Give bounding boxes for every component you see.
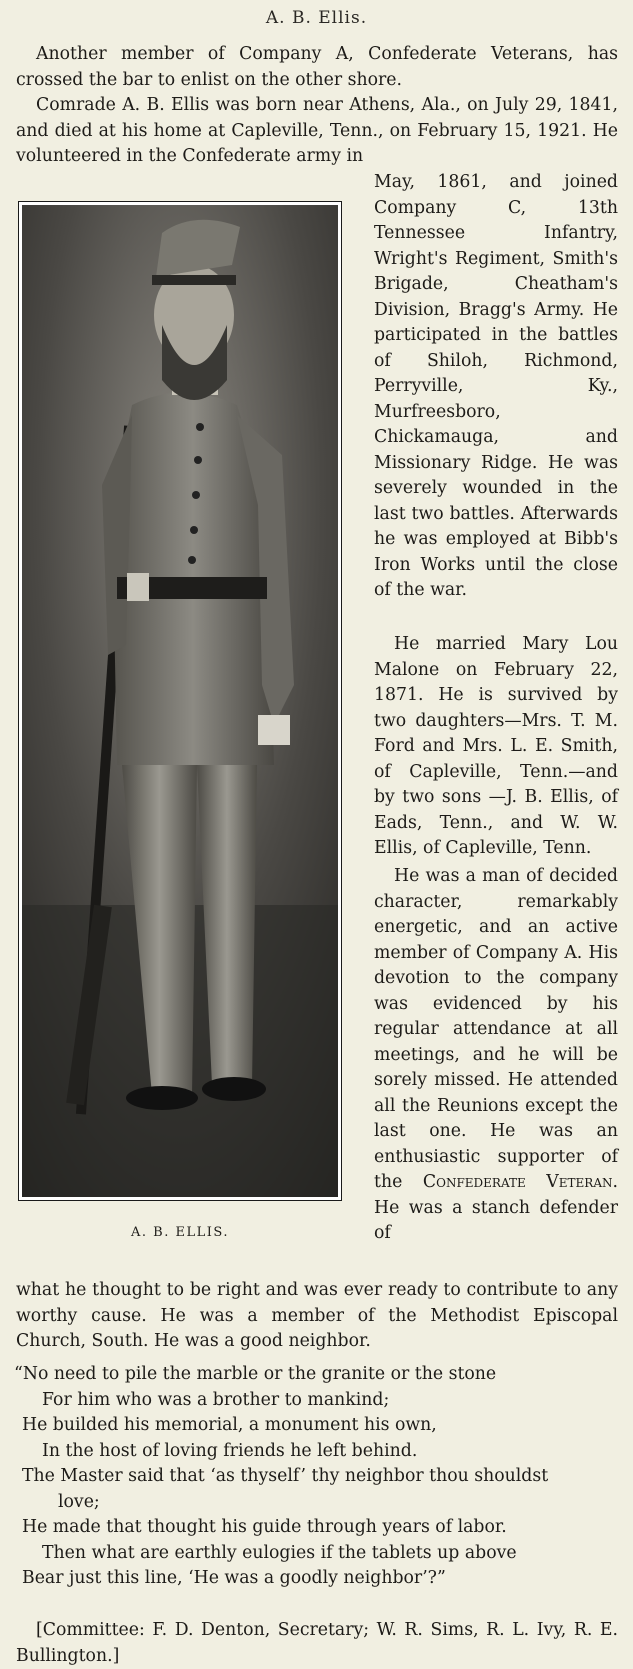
- poem-line: In the host of loving friends he left behind.: [42, 1440, 418, 1461]
- poem-line: love;: [58, 1491, 100, 1512]
- character-paragraph-text: He was a man of decided character, remarkably energetic, and an active member of Company A. His devotion to the company was evidenced by his regular attendance at all meetings, and he will be sorely missed. He attended all the Reunions except the last one. He was an enthusiastic supporter of the: [374, 866, 618, 1192]
- publication-name: Confederate Veteran: [422, 1172, 613, 1192]
- photo-caption: A. B. ELLIS.: [131, 1225, 229, 1240]
- poem-line: “No need to pile the marble or the granite or the stone: [14, 1364, 497, 1384]
- family-paragraph: He married Mary Lou Malone on February 22, 1871. He is survived by two daughters—Mrs. T. M. Ford and Mrs. L. E. Smith, of Capleville, Tenn.—and by two sons —J. B. Ellis, of Eads, Tenn., and W. W. Ellis, of Capleville, Tenn.: [374, 634, 618, 858]
- service-record-paragraph: May, 1861, and joined Company C, 13th Tennessee Infantry, Wright's Regiment, Smith's Brigade, Cheatham's Division, Bragg's Army. He participated in the battles of Shiloh, Richmond, Perryville, Ky., Murfreesboro, Chickamauga, and Missionary Ridge. He was severely wounded in the last two battles. Afterwards he was employed at Bibb's Iron Works until the close of the war.: [374, 172, 618, 600]
- portrait-photo: [18, 201, 342, 1201]
- soldier-portrait-image: [22, 205, 338, 1197]
- memorial-poem: [14, 1362, 622, 1592]
- biography-paragraph-start: Comrade A. B. Ellis was born near Athens, Ala., on July 29, 1841, and died at his home at Capleville, Tenn., on February 15, 1921. He volunteered in the Confederate army in: [16, 95, 618, 166]
- closing-paragraph: what he thought to be right and was ever ready to contribute to any worthy cause. He was a member of the Methodist Episcopal Church, South. He was a good neighbor.: [16, 1280, 618, 1351]
- poem-line: He builded his memorial, a monument his own,: [22, 1415, 437, 1435]
- poem-line: Bear just this line, ‘He was a goodly neighbor’?”: [22, 1568, 446, 1588]
- character-paragraph-end: . He was a stanch defender of: [374, 1172, 618, 1243]
- character-paragraph: [374, 864, 618, 1247]
- poem-line: For him who was a brother to mankind;: [42, 1389, 390, 1410]
- poem-line: Then what are earthly eulogies if the tablets up above: [42, 1542, 517, 1563]
- poem-line: The Master said that ‘as thyself’ thy neighbor thou shouldst: [22, 1466, 549, 1486]
- committee-credit: [Committee: F. D. Denton, Secretary; W. R. Sims, R. L. Ivy, R. E. Bullington.]: [16, 1620, 618, 1666]
- poem-line: He made that thought his guide through years of labor.: [22, 1517, 507, 1537]
- intro-paragraph: Another member of Company A, Confederate Veterans, has crossed the bar to enlist on the other shore.: [16, 44, 618, 90]
- article-heading: A. B. Ellis.: [265, 8, 368, 28]
